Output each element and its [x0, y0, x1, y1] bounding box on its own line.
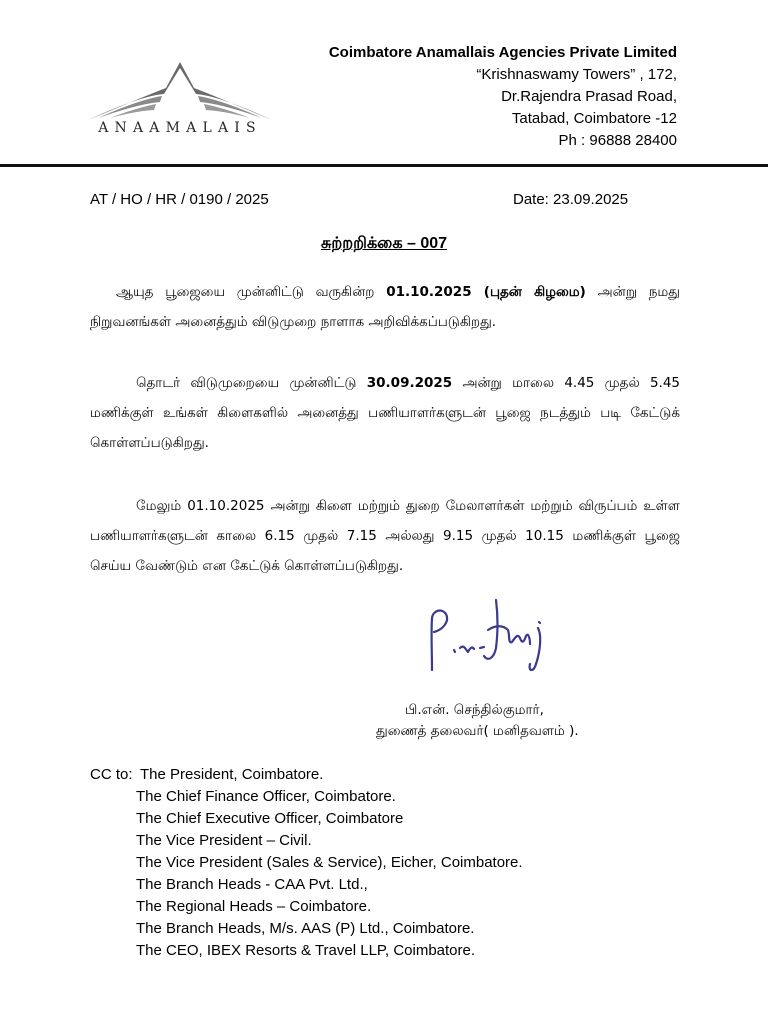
paragraph-text: தொடர் விடுமுறையை முன்னிட்டு: [136, 375, 367, 391]
reference-number: AT / HO / HR / 0190 / 2025: [90, 191, 269, 208]
letter-date: Date: 23.09.2025: [513, 191, 629, 208]
signatory-designation: துணைத் தலைவர்( மனிதவளம் ).: [376, 723, 579, 739]
cc-recipient: The Branch Heads - CAA Pvt. Ltd.,: [136, 876, 368, 893]
address-line: Tatabad, Coimbatore -12: [511, 110, 677, 127]
company-address-block: [329, 42, 677, 152]
logo-wordmark: ANAAMALAIS: [98, 120, 262, 136]
cc-list: [90, 764, 523, 962]
pooja-date-highlight: 30.09.2025: [366, 375, 453, 391]
signatory-name: பி.என். செந்தில்குமார்,: [405, 702, 544, 718]
cc-recipient: The Chief Finance Officer, Coimbatore.: [136, 788, 396, 805]
cc-recipient: The Vice President – Civil.: [136, 832, 312, 849]
circular-title: சுற்றறிக்கை – 007: [320, 235, 448, 252]
company-name: Coimbatore Anamallais Agencies Private Limited: [328, 44, 677, 61]
cc-label: CC to:: [90, 766, 133, 783]
cc-recipient: The Chief Executive Officer, Coimbatore: [136, 810, 404, 827]
header-divider: [0, 164, 768, 167]
address-line: Dr.Rajendra Prasad Road,: [501, 88, 677, 105]
cc-recipient: The CEO, IBEX Resorts & Travel LLP, Coimbatore.: [136, 942, 476, 959]
body-paragraph-1: [90, 277, 680, 337]
paragraph-text: அன்று நமது நிறுவனங்கள் அனைத்தும் விடுமுறை நாளாக அறிவிக்கப்படுகிறது.: [90, 284, 680, 330]
body-paragraph-2: [90, 368, 680, 458]
cc-recipient: The Vice President (Sales & Service), Eicher, Coimbatore.: [136, 854, 523, 871]
company-logo: [80, 60, 280, 140]
cc-recipient: The President, Coimbatore.: [140, 766, 324, 783]
cc-recipient: The Regional Heads – Coimbatore.: [136, 898, 372, 915]
body-paragraph-3: மேலும் 01.10.2025 அன்று கிளை மற்றும் துறை மேலாளர்கள் மற்றும் விருப்பம் உள்ள பணியாளர்களுடன் காலை 6.15 முதல் 7.15 அல்லது 9.15 முதல் 10.15 மணிக்குள் பூஜை செய்ய வேண்டும் என கேட்டுக் கொள்ளப்படுகிறது.: [90, 498, 680, 574]
phone-line: Ph : 96888 28400: [558, 132, 677, 149]
letterhead: [0, 0, 768, 168]
handwritten-signature: [418, 592, 558, 686]
paragraph-text: அன்று மாலை 4.45 முதல் 5.45 மணிக்குள் உங்கள் கிளைகளில் அனைத்து பணியாளர்களுடன் பூஜை நடத்தும் படி கேட்டுக் கொள்ளப்படுகிறது.: [90, 375, 681, 451]
paragraph-text: ஆயுத பூஜையை முன்னிட்டு வருகின்ற: [116, 284, 387, 300]
holiday-date-highlight: 01.10.2025 (புதன் கிழமை): [386, 284, 586, 300]
address-line: “Krishnaswamy Towers” , 172,: [476, 66, 677, 83]
cc-recipient: The Branch Heads, M/s. AAS (P) Ltd., Coimbatore.: [136, 920, 475, 937]
anaamalais-mountain-icon: [80, 60, 280, 120]
